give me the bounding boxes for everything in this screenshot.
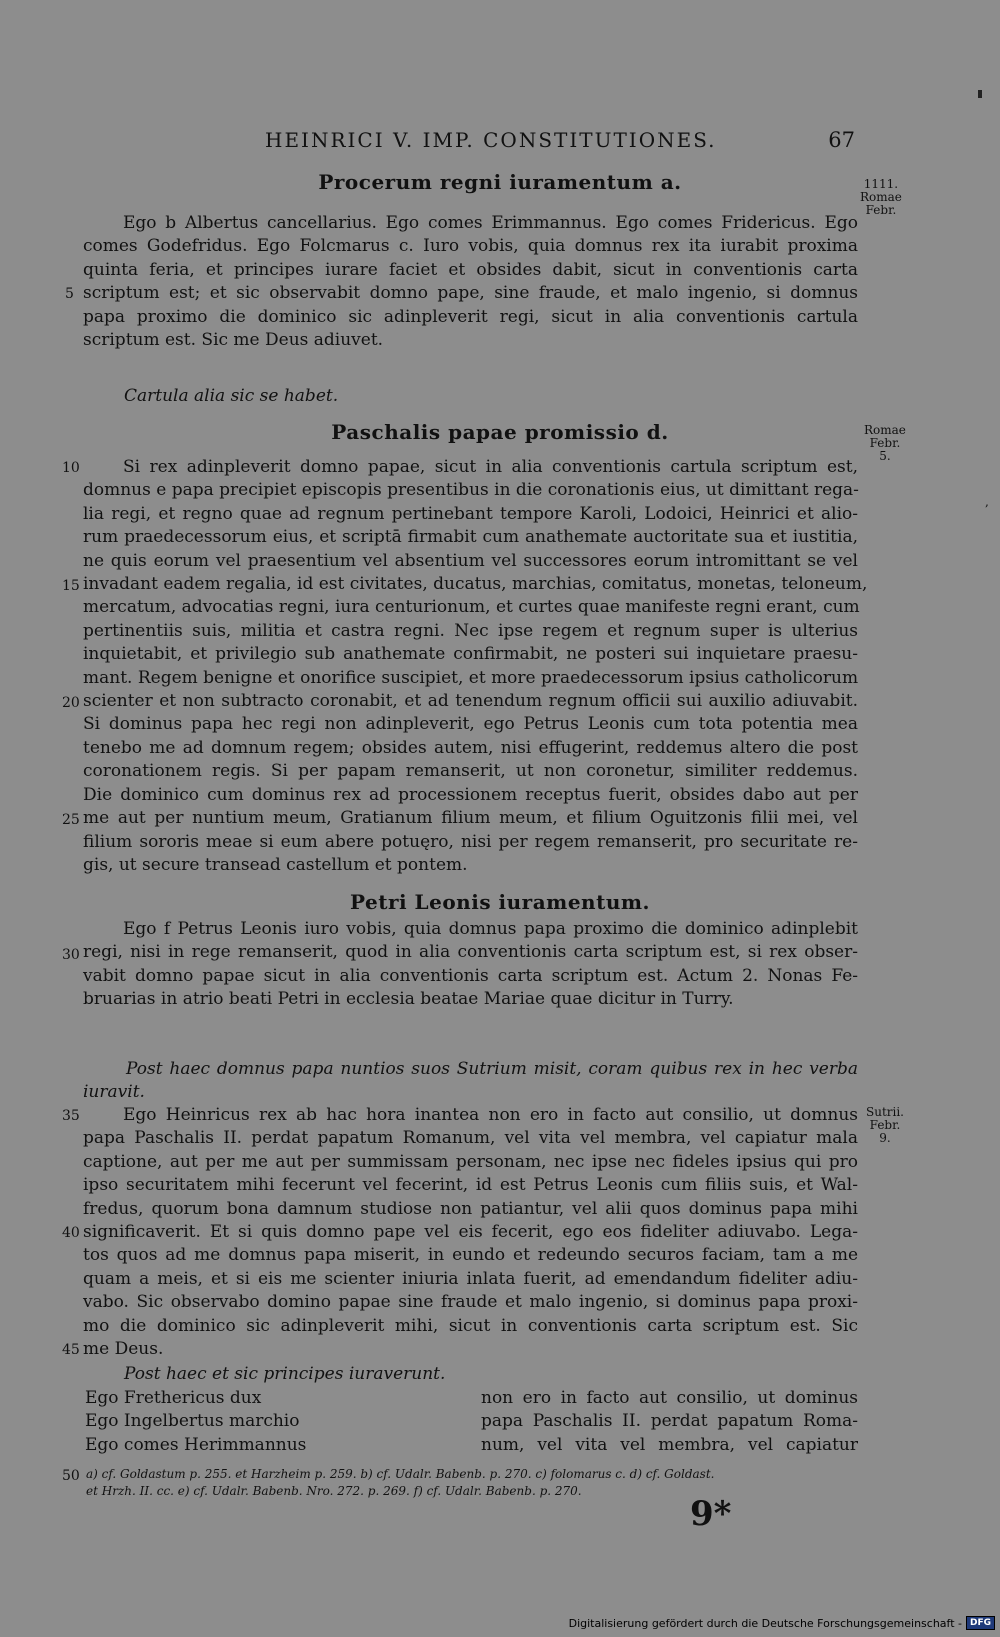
text-line: Ego Ingelbertus marchio [85,1411,300,1432]
text-line: papa Paschalis II. perdat papatum Roma- [481,1411,858,1432]
cartula-note: Cartula alia sic se habet. [124,386,339,406]
principes-note: Post haec et sic principes iuraverunt. [124,1364,446,1384]
text-line: comes Godefridus. Ego Folcmarus c. Iuro vobis, quia domnus rex ita iurabit proxima [83,236,858,257]
text-line: rum praedecessorum eius, et scriptā firmabit cum anathemate auctoritate sua et iustitia, [83,527,858,548]
corner-mark [978,90,982,98]
text-line: ipso securitatem mihi fecerunt vel fecerint, id est Petrus Leonis cum filiis suis, et Wal- [83,1175,858,1196]
heading-procerum: Procerum regni iuramentum a. [318,170,682,194]
post-haec-note [83,1058,858,1105]
text-block-procerum [83,212,858,352]
text-line: vabo. Sic observabo domino papae sine fraude et malo ingenio, si dominus papa proxi- [83,1292,858,1313]
margin-note-line: 9. [879,1131,891,1145]
digitization-credit [569,1616,995,1630]
text-line: papa Paschalis II. perdat papatum Romanum, vel vita vel membra, vel capiatur mala [83,1128,858,1149]
principes-oath [481,1387,858,1457]
text-line: Ego f Petrus Leonis iuro vobis, quia domnus papa proximo die dominico adinplebit [123,919,858,939]
line-number: 30 [62,947,80,963]
heading-paschalis: Paschalis papae promissio d. [331,420,669,444]
text-line: Si dominus papa hec regi non adinpleverit, ego Petrus Leonis cum tota potentia mea [83,714,858,735]
line-number: 40 [62,1225,80,1241]
text-line: mercatum, advocatias regni, iura centurionum, et curtes quae manifeste regni erant, cum [83,597,860,618]
text-line: quinta feria, et principes iurare faciet et obsides dabit, sicut in conventionis carta [83,259,858,280]
text-line: invadant eadem regalia, id est civitates, ducatus, marchias, comitatus, monetas, teloneum, [83,574,868,595]
text-line: num, vel vita vel membra, vel capiatur [481,1434,858,1455]
text-line: me aut per nuntium meum, Gratianum filium meum, et filium Oguitzonis filii mei, vel [83,808,858,829]
text-line: tenebo me ad domnum regem; obsides autem, nisi effugerint, reddemus altero die post [83,737,858,758]
text-line: Ego Heinricus rex ab hac hora inantea non ero in facto aut consilio, ut domnus [123,1105,858,1125]
text-line: coronationem regis. Si per papam remanserit, ut non coronetur, similiter reddemus. [83,761,858,782]
text-line: fredus, quorum bona damnum studiose non patiantur, vel alii quos dominus papa mihi [83,1198,858,1219]
text-line: pertinentiis suis, militia et castra regni. Nec ipse regem et regnum super is ulterius [83,620,858,641]
line-number: 50 [62,1468,80,1484]
text-line: lia regi, et regno quae ad regnum pertinebant tempore Karoli, Lodoici, Heinrici et alio- [83,503,858,524]
line-number: 45 [62,1342,80,1358]
footnotes [80,1466,880,1500]
text-line: bruarias in atrio beati Petri in ecclesia beatae Mariae quae dicitur in Turry. [83,989,734,1010]
text-line: mant. Regem benigne et onorifice suscipiet, et more praedecessorum ipsius catholicorum [83,667,859,688]
margin-note-date-3 [866,1106,904,1145]
line-number: 25 [62,812,80,828]
text-line: Si rex adinpleverit domno papae, sicut in alia conventionis cartula scriptum est, [123,457,858,477]
footnote-line: et Hrzh. II. cc. e) cf. Udalr. Babenb. Nro. 272. p. 269. f) cf. Udalr. Babenb. p. 270. [86,1484,582,1498]
text-line: Ego Frethericus dux [85,1388,262,1408]
margin-note-line: Febr. [865,203,897,217]
heading-petri: Petri Leonis iuramentum. [349,890,651,914]
footnote-line: a) cf. Goldastum p. 255. et Harzheim p. 259. b) cf. Udalr. Babenb. p. 270. c) folomarus c. d) cf. Goldast. [86,1467,715,1481]
text-line: significaverit. Et si quis domno pape vel eis fecerit, ego eos fideliter adiuvabo. Lega- [83,1222,858,1243]
margin-note-line: 5. [879,449,891,463]
line-number: 15 [62,578,80,594]
running-head-title: HEINRICI V. IMP. CONSTITUTIONES. [265,128,717,152]
margin-note-line: Febr. [869,1118,901,1132]
text-line: me Deus. [83,1339,164,1360]
text-line: iuravit. [83,1082,145,1103]
margin-note-line: Romae [864,423,906,437]
stray-mark: , [985,495,989,509]
text-line: scienter et non subtracto coronabit, et ad tenendum regnum officii sui auxilio adiuvabit. [83,691,858,712]
text-line: tos quos ad me domnus papa miserit, in eundo et redeundo securos faciam, tam a me [83,1245,858,1266]
text-block-paschalis [83,456,868,877]
line-number: 20 [62,695,80,711]
text-line: inquietabit, et privilegio sub anathemate confirmabit, ne posteri sui inquietare praesu- [83,644,858,665]
margin-note-line: Sutrii. [866,1105,904,1119]
credit-text: Digitalisierung gefördert durch die Deutsche Forschungsgemeinschaft - [568,1616,962,1630]
signature-mark: 9* [690,1494,732,1534]
page-number: 67 [828,128,855,152]
text-line: regi, nisi in rege remanserit, quod in alia conventionis carta scriptum est, si rex obser- [83,942,858,963]
text-line: vabit domno papae sicut in alia conventionis carta scriptum est. Actum 2. Nonas Fe- [83,965,858,986]
text-line: scriptum est. Sic me Deus adiuvet. [83,330,384,351]
text-line: mo die dominico sic adinpleverit mihi, sicut in conventionis carta scriptum est. Sic [83,1315,858,1336]
text-line: Ego b Albertus cancellarius. Ego comes Erimmannus. Ego comes Fridericus. Ego [123,213,858,233]
text-line: Post haec domnus papa nuntios suos Sutrium misit, coram quibus rex in hec verba [126,1059,858,1079]
line-number: 5 [65,286,74,302]
text-line: quam a meis, et si eis me scienter iniuria inlata fuerit, ad emendandum fideliter adiu- [83,1268,858,1289]
text-line: gis, ut secure transead castellum et pontem. [83,854,468,875]
text-line: captione, aut per me aut per summissam personam, nec ipse nec fideles ipsius qui pro [83,1151,858,1172]
text-line: Ego comes Herimmannus [85,1434,307,1455]
principes-names [85,1387,415,1457]
text-line: ne quis eorum vel praesentium vel absentium vel successores eorum intromittant se vel [83,550,858,571]
text-line: domnus e papa precipiet episcopis presentibus in die coronationis eius, ut dimittant rega- [83,480,859,501]
dfg-logo: DFG [966,1616,995,1630]
text-line: filium sororis meae si eum abere potuęro, nisi per regem remanserit, pro securitate re- [83,831,858,852]
running-head [265,128,855,152]
text-block-heinricus [83,1104,858,1361]
margin-note-line: Romae [860,190,902,204]
text-line: papa proximo die dominico sic adinpleverit regi, sicut in alia conventionis cartula [83,306,858,327]
text-line: Die dominico cum dominus rex ad processionem receptus fuerit, obsides dabo aut per [83,784,858,805]
margin-note-line: Febr. [869,436,901,450]
margin-note-line: 1111. [863,177,899,191]
line-number: 35 [62,1108,80,1124]
text-line: non ero in facto aut consilio, ut dominus [481,1388,858,1408]
text-line: scriptum est; et sic observabit domno pape, sine fraude, et malo ingenio, si domnus [83,283,858,304]
text-block-petri [83,918,858,1012]
line-number: 10 [62,460,80,476]
